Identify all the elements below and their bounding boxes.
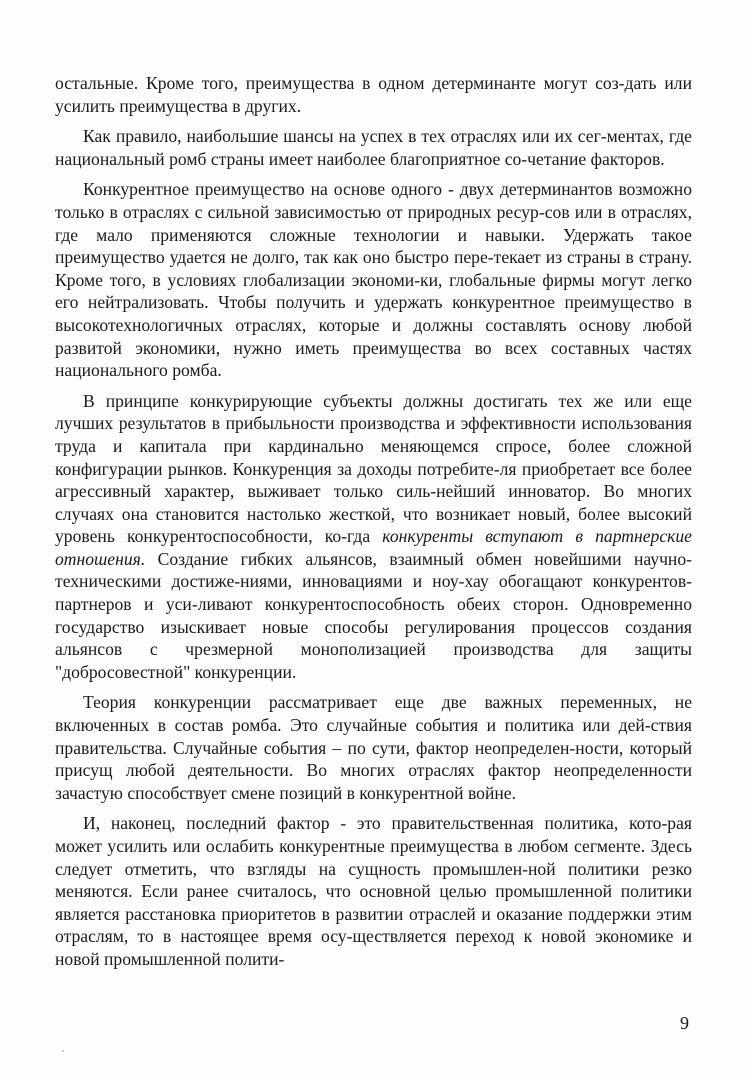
paragraph-4-end: Создание гибких альянсов, взаимный обмен новейшими научно-техническими достиже-ниями, инновациями и ноу-хау обогащают конкурентов-партнеров и уси-ливают конкурентоспособность обеих сторон. Одновременно государство изыскивает новые способы регулирования процессов создания альянсов с чрезмерной монополизацией производства для защиты "добросовестной" конкуренции. bbox=[55, 548, 692, 682]
paragraph-3: Конкурентное преимущество на основе одного - двух детерминантов возможно только в отраслях с сильной зависимостью от природных ресур-сов или в отраслях, где мало применяются сложные технологии и навыки. Удержать такое преимущество удается не долго, так как оно быстро пере-текает из страны в страну. Кроме того, в условиях глобализации экономи-ки, глобальные фирмы могут легко его нейтрализовать. Чтобы получить и удержать конкурентное преимущество в высокотехнологичных отраслях, которые и должны составлять основу любой развитой экономики, нужно иметь преимущества во всех составных частях национального ромба. bbox=[55, 179, 692, 381]
paragraph-1: остальные. Кроме того, преимущества в одном детерминанте могут соз-дать или усилить преимущества в других. bbox=[55, 73, 692, 116]
paragraph-4 bbox=[55, 390, 692, 684]
scan-speck bbox=[62, 1050, 64, 1052]
page-number: 9 bbox=[680, 1013, 689, 1033]
paragraph-2: Как правило, наибольшие шансы на успех в тех отраслях или их сег-ментах, где национальный ромб страны имеет наиболее благоприятное со-четание факторов. bbox=[55, 126, 692, 169]
italic-emphasis: конкуренты вступают в партнерские отношения. bbox=[55, 526, 692, 569]
paragraph-5: Теория конкуренции рассматривает еще две важных переменных, не включенных в состав ромба. Это случайные события и политика или дей-ствия правительства. Случайные события – по сути, фактор неопределен-ности, который присущ любой деятельности. Во многих отраслях фактор неопределенности зачастую способствует смене позиций в конкурентной войне. bbox=[55, 692, 692, 803]
paragraph-4-start: В принципе конкурирующие субъекты должны достигать тех же или еще лучших результатов в прибыльности производства и эффективности использования труда и капитала при кардинально меняющемся спросе, более сложной конфигурации рынков. Конкуренция за доходы потребите-ля приобретает все более агрессивный характер, выживает только силь-нейший инноватор. Во многих случаях она становится настолько жесткой, что возникает новый, более высокий уровень конкурентоспособности, ко-гда bbox=[55, 390, 692, 547]
paragraph-6: И, наконец, последний фактор - это правительственная политика, кото-рая может усилить или ослабить конкурентные преимущества в любом сегменте. Здесь следует отметить, что взгляды на сущность промышлен-ной политики резко меняются. Если ранее считалось, что основной целью промышленной политики является расстановка приоритетов в развитии отраслей и оказание поддержки этим отраслям, то в настоящее время осу-ществляется переход к новой экономике и новой промышленной полити- bbox=[55, 813, 692, 969]
body-text bbox=[55, 72, 692, 979]
